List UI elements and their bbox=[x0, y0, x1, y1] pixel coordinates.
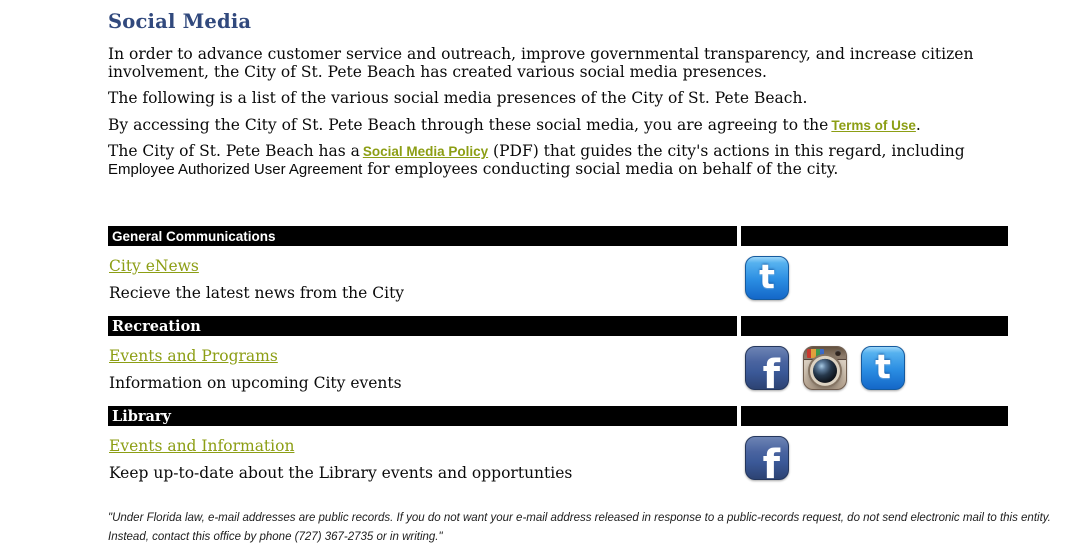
section-content-left bbox=[108, 436, 741, 482]
social-media-table bbox=[108, 226, 1008, 496]
facebook-icon[interactable] bbox=[745, 436, 789, 480]
section-header-cell bbox=[108, 226, 737, 246]
intro-paragraph-1: In order to advance customer service and outreach, improve governmental transparency, and increase citizen involvement, the City of St. Pete Beach has created various social media presences. bbox=[108, 45, 974, 81]
policy-text-before: The City of St. Pete Beach has a bbox=[108, 142, 360, 160]
section-header-cell bbox=[108, 316, 737, 336]
events-and-programs-description: Information on upcoming City events bbox=[109, 374, 402, 392]
section-icons bbox=[741, 346, 1008, 392]
twitter-glyph: t bbox=[875, 347, 891, 386]
section-header-label: Library bbox=[112, 407, 171, 425]
instagram-rainbow-stripe bbox=[807, 349, 824, 358]
section-content-left bbox=[108, 256, 741, 302]
facebook-icon[interactable] bbox=[745, 346, 789, 390]
section-library bbox=[108, 406, 1008, 496]
social-media-policy-link[interactable]: Social Media Policy bbox=[362, 144, 489, 159]
section-content-row bbox=[108, 246, 1008, 316]
intro-paragraph-2: The following is a list of the various social media presences of the City of St. Pete Beach. bbox=[108, 89, 808, 107]
policy-text-after: for employees conducting social media on behalf of the city. bbox=[362, 159, 839, 178]
section-icons bbox=[741, 436, 1008, 482]
section-content-row bbox=[108, 336, 1008, 406]
policy-paragraph bbox=[108, 143, 1006, 178]
section-recreation bbox=[108, 316, 1008, 406]
instagram-camera-lens bbox=[813, 359, 837, 383]
twitter-icon[interactable] bbox=[861, 346, 905, 390]
city-enews-description: Recieve the latest news from the City bbox=[109, 284, 405, 302]
section-content-left bbox=[108, 346, 741, 392]
events-and-information-link[interactable]: Events and Information bbox=[109, 437, 295, 455]
section-header-row bbox=[108, 226, 1008, 246]
section-content-row bbox=[108, 426, 1008, 496]
section-header-label: Recreation bbox=[112, 317, 201, 335]
section-header-row bbox=[108, 406, 1008, 426]
policy-highlight-employee-agreement: Employee Authorized User Agreement bbox=[108, 160, 363, 178]
section-icons bbox=[741, 256, 1008, 302]
instagram-icon[interactable] bbox=[803, 346, 847, 390]
twitter-glyph: t bbox=[759, 257, 775, 296]
page-title: Social Media bbox=[108, 10, 252, 33]
events-and-programs-link[interactable]: Events and Programs bbox=[109, 347, 278, 365]
terms-text-before: By accessing the City of St. Pete Beach through these social media, you are agreeing to the bbox=[108, 115, 829, 134]
facebook-glyph: f bbox=[762, 352, 780, 390]
section-header-label: General Communications bbox=[112, 228, 276, 244]
terms-text-after: . bbox=[915, 115, 921, 134]
section-header-spacer bbox=[741, 406, 1008, 426]
facebook-glyph: f bbox=[762, 442, 780, 480]
section-header-spacer bbox=[741, 316, 1008, 336]
footer-disclaimer: "Under Florida law, e-mail addresses are public records. If you do not want your e-mail address released in response to a public-records request, do not send electronic mail to this entity. Instead, contact this office by phone (727) 367-2735 or in writing." bbox=[108, 512, 1051, 543]
section-header-cell bbox=[108, 406, 737, 426]
section-header-spacer bbox=[741, 226, 1008, 246]
instagram-viewfinder-dot bbox=[835, 350, 841, 356]
terms-of-use-link[interactable]: Terms of Use bbox=[831, 117, 916, 133]
city-enews-link[interactable]: City eNews bbox=[109, 257, 199, 275]
section-header-row bbox=[108, 316, 1008, 336]
terms-paragraph bbox=[108, 117, 1006, 135]
section-general-communications bbox=[108, 226, 1008, 316]
twitter-icon[interactable] bbox=[745, 256, 789, 300]
events-and-information-description: Keep up-to-date about the Library events and opportunties bbox=[109, 464, 573, 482]
policy-text-middle: (PDF) that guides the city's actions in this regard, including bbox=[488, 142, 965, 160]
